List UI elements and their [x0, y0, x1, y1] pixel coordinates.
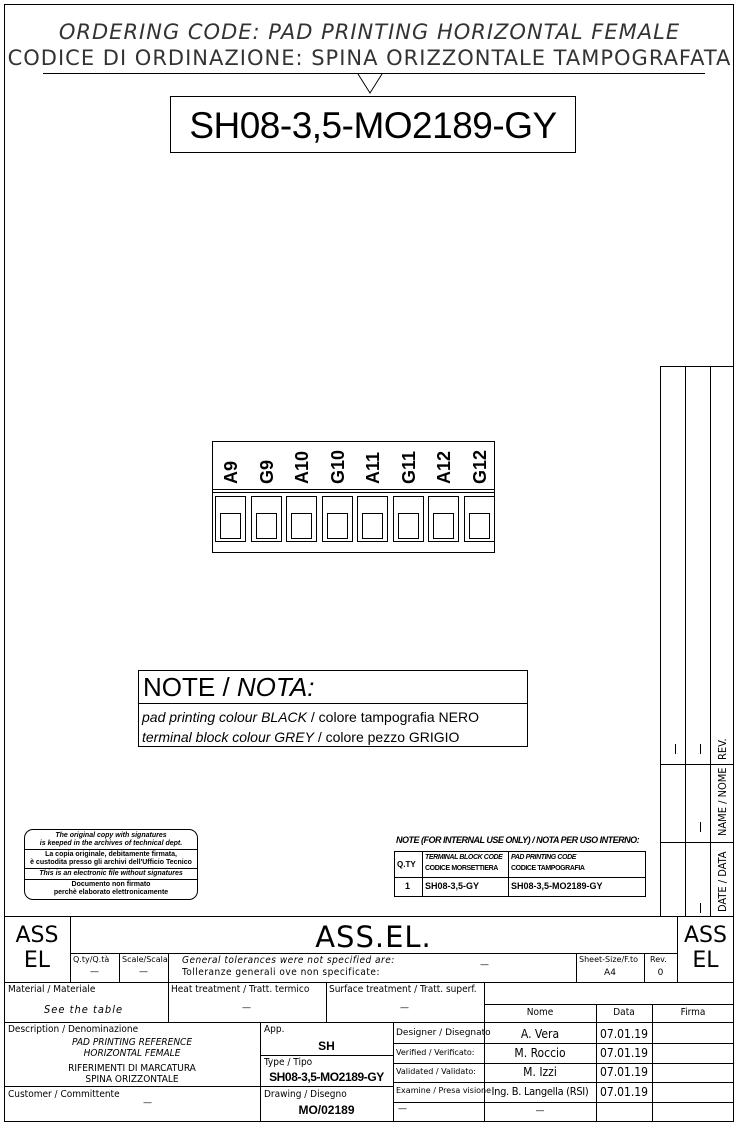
note-line-1-it: / colore tampografia NERO: [307, 709, 479, 725]
note-divider: [139, 703, 527, 704]
archive-stamp: [24, 829, 198, 900]
customer-value: —: [143, 1098, 152, 1108]
sheet-value: A4: [604, 968, 616, 978]
title-arrow: [357, 73, 383, 95]
description-line-2: HORIZONTAL FEMALE: [83, 1048, 181, 1059]
pin-slot: [286, 496, 317, 542]
designer-label: Designer / Disegnato: [396, 1028, 491, 1038]
pin-slot-inner: [220, 513, 241, 539]
stamp-divider-2: [25, 868, 197, 869]
internal-note-table: [394, 832, 646, 897]
heat-label: Heat treatment / Tratt. termico: [171, 984, 310, 995]
internal-note-top: [394, 851, 646, 852]
note-line-1-en: pad printing colour BLACK: [142, 709, 307, 725]
revision-strip: [660, 366, 734, 916]
internal-note-title: NOTE (FOR INTERNAL USE ONLY) / NOTA PER USO INTERNO:: [396, 835, 640, 845]
pin-label: G12: [469, 449, 490, 484]
logo-right-top: ASS: [684, 923, 727, 948]
pin-slot: [251, 496, 282, 542]
connector-divider: [212, 489, 495, 490]
examine-date: 07.01.19: [599, 1085, 649, 1099]
tolerance-value: —: [480, 960, 489, 970]
pin-slot: [322, 496, 353, 542]
connector-drawing: [212, 441, 495, 553]
pin-slot-inner: [398, 513, 419, 539]
logo-left-bottom: EL: [23, 948, 51, 973]
note-title-en: NOTE /: [143, 672, 237, 702]
validated-name: M. Izzi: [523, 1065, 557, 1079]
title-block: [4, 916, 734, 1122]
type-value: SH08-3,5-MO2189-GY: [269, 1070, 384, 1084]
description-line-3: RIFERIMENTI DI MARCATURA: [68, 1063, 196, 1074]
bottom-dash-2: —: [535, 1106, 545, 1116]
pin-label: A9: [221, 460, 241, 484]
stamp-line-1: The original copy with signatures: [55, 832, 167, 839]
col-qty: Q.TY: [397, 860, 416, 869]
scale-label: Scale/Scala: [122, 955, 168, 964]
stamp-line-2: is keeped in the archives of technical dept.: [39, 840, 183, 847]
pin-label: G11: [398, 450, 419, 484]
verified-name: M. Roccio: [514, 1046, 566, 1060]
pin-label: G10: [327, 449, 348, 484]
examine-name: Ing. B. Langella (RSI): [491, 1085, 589, 1098]
title-italian: CODICE DI ORDINAZIONE: SPINA ORIZZONTALE TAMPOGRAFATA: [7, 46, 732, 70]
col-firma: Firma: [680, 1007, 706, 1018]
stamp-line-3: La copia originale, debitamente firmata,: [45, 851, 177, 858]
stamp-divider-1: [25, 849, 197, 850]
stamp-line-4: è custodita presso gli archivi dell'Ufficio Tecnico: [30, 859, 192, 866]
ordering-code-box: [170, 96, 576, 153]
pin-slot-inner: [469, 513, 490, 539]
pin-slot: [357, 496, 388, 542]
description-line-1: PAD PRINTING REFERENCE: [71, 1037, 193, 1048]
examine-label: Examine / Presa visione: [396, 1086, 492, 1095]
col-data: Data: [613, 1007, 635, 1018]
validated-date: 07.01.19: [599, 1065, 649, 1079]
surface-value: —: [400, 1003, 409, 1013]
col-pp-en: PAD PRINTING CODE: [511, 854, 577, 861]
internal-note-divider: [394, 877, 646, 878]
verified-label: Verified / Verificato:: [396, 1048, 475, 1057]
customer-label: Customer / Committente: [8, 1089, 120, 1100]
verified-date: 07.01.19: [599, 1046, 649, 1060]
note-line-2: [142, 729, 459, 745]
logo-right-bottom: EL: [692, 948, 719, 973]
stamp-line-6: Documento non firmato: [71, 881, 151, 888]
app-value: SH: [318, 1039, 335, 1053]
tolerance-it: Tolleranze generali ove non specificate:: [182, 967, 381, 978]
row-tb: SH08-3,5-GY: [425, 881, 480, 891]
note-box: [138, 670, 528, 747]
row-pp: SH08-3,5-MO2189-GY: [511, 881, 603, 891]
internal-note-col2: [508, 851, 509, 897]
description-line-4: SPINA ORIZZONTALE: [85, 1074, 179, 1085]
app-label: App.: [264, 1024, 285, 1035]
col-tb-en: TERMINAL BLOCK CODE: [425, 854, 503, 861]
qty-label: Q.ty/Q.tà: [73, 955, 110, 964]
rev-strip-name: NAME / NOME: [716, 767, 729, 836]
tolerance-en: General tolerances were not specified are:: [182, 955, 395, 966]
stamp-divider-3: [25, 879, 197, 880]
pin-label: A10: [292, 450, 312, 484]
col-tb-it: CODICE MORSETTIERA: [425, 865, 498, 872]
rev-value: 0: [657, 968, 664, 978]
heat-value: —: [242, 1003, 251, 1013]
rev-label: Rev.: [650, 955, 667, 964]
connector-divider-2: [212, 492, 495, 493]
pin-slot: [428, 496, 459, 542]
pin-label: G9: [256, 459, 277, 484]
ordering-code: SH08-3,5-MO2189-GY: [189, 105, 557, 146]
pin-slot: [464, 496, 495, 542]
note-line-2-it: / colore pezzo GRIGIO: [313, 729, 460, 745]
title-english: ORDERING CODE: PAD PRINTING HORIZONTAL FEMALE: [58, 20, 681, 44]
bottom-dash-1: —: [398, 1104, 407, 1114]
rev-strip-rev: REV.: [716, 738, 729, 760]
sheet-label: Sheet-Size/F.to: [579, 955, 639, 964]
company-name: ASS.EL.: [315, 920, 432, 954]
pin-slot-inner: [433, 513, 454, 539]
validated-label: Validated / Validato:: [396, 1067, 477, 1076]
stamp-line-7: perchè elaborato elettronicamente: [53, 889, 169, 896]
description-label: Description / Denominazione: [8, 1024, 139, 1035]
pin-slot: [215, 496, 246, 542]
note-title-it: NOTA:: [236, 672, 315, 702]
surface-label: Surface treatment / Tratt. superf.: [329, 984, 477, 995]
logo-left-top: ASS: [15, 923, 59, 948]
stamp-line-5: This is an electronic file without signatures: [39, 870, 183, 877]
col-pp-it: CODICE TAMPOGRAFIA: [511, 865, 585, 872]
note-line-1: [142, 709, 479, 725]
pin-slot-inner: [256, 513, 277, 539]
note-line-2-en: terminal block colour GREY: [142, 729, 314, 745]
pin-slot-inner: [291, 513, 312, 539]
material-label: Material / Materiale: [8, 984, 96, 995]
designer-date: 07.01.19: [599, 1027, 649, 1041]
pin-slot-inner: [327, 513, 348, 539]
internal-note-col1: [422, 851, 423, 897]
pin-slot: [393, 496, 424, 542]
row-qty: 1: [405, 881, 411, 891]
type-label: Type / Tipo: [264, 1057, 313, 1068]
col-nome: Nome: [526, 1007, 554, 1018]
rev-strip-date: DATE / DATA: [716, 851, 729, 912]
designer-name: A. Vera: [520, 1027, 560, 1041]
pin-label: A12: [434, 450, 454, 484]
material-value: See the table: [44, 1003, 124, 1016]
pin-slot-inner: [362, 513, 383, 539]
qty-value: —: [90, 967, 99, 977]
pin-label: A11: [363, 451, 383, 484]
drawing-value: MO/02189: [298, 1103, 355, 1117]
note-title: [143, 672, 314, 703]
scale-value: —: [139, 967, 148, 977]
drawing-label: Drawing / Disegno: [264, 1089, 347, 1100]
